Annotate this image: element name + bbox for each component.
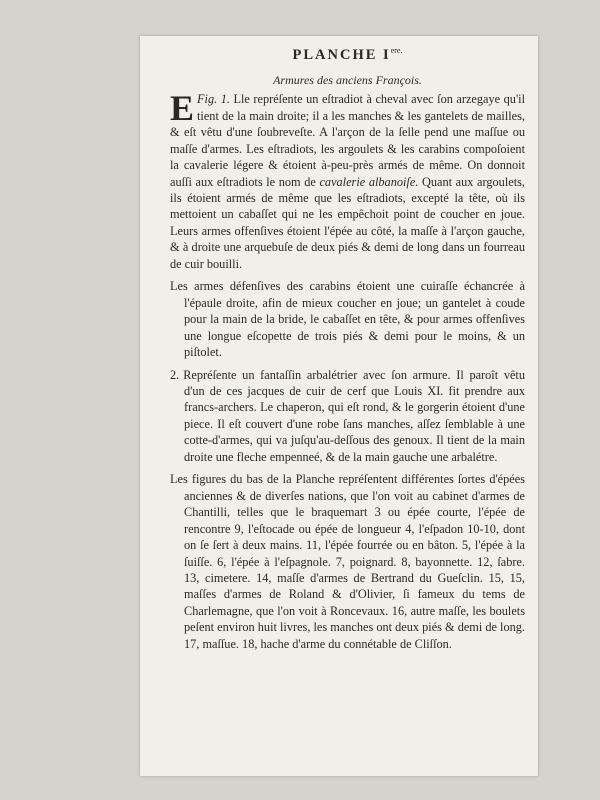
page-content [170, 42, 525, 658]
fig1-italic: cavalerie albanoiſe. [319, 174, 419, 189]
fig1-label: Fig. 1. [197, 92, 230, 107]
page-subtitle: Armures des anciens François. [273, 72, 422, 87]
paragraph-figures-bas: Les figures du bas de la Planche repréſentent différentes ſortes d'épées anciennes & de diverſes nations, que l'on voit au cabinet d'armes de Chantilli, telles que le braquemart 3 ou épée courte, l'épée de rencontre 9, l'eſtocade ou épée de longueur 4, l'eſpadon 10-10, dont on ſe ſert à deux mains. 11, l'épée fourrée ou en bâton. 5, l'épée à la ſuiſſe. 6, l'épée à l'eſpagnole. 7, poignard. 8, bayonnette. 12, ſabre. 13, cimetere. 14, maſſe d'armes de Bertrand du Gueſclin. 15, 15, maſſes d'armes de Roland & d'Olivier, ſi fameux du tems de Charlemagne, que l'on voit à Roncevaux. 16, autre maſſe, les boulets peſent environ huit livres, les manches ont deux piés & demi de long. 17, maſſue. 18, hache d'arme du connétable de Cliſſon. [170, 472, 525, 651]
paragraph-fig2 [170, 367, 525, 466]
drop-cap: E [170, 88, 195, 129]
title-text: PLANCHE I [292, 46, 391, 63]
page-title [170, 42, 525, 64]
fig1-text-a: Lle repréſente un eſtradiot à cheval avec ſon arzegaye qu'il tient de la main droite; il a les manches & les gantelets de mailles, & eſt vêtu d'une ſoubreveſte. A l'arçon de la ſelle pend une maſſue ou maſſe d'armes. Les eſtradiots, les argoulets & les carabins compoſoient la cavalerie légere & étoient à-peu-près armés de même. On donnoit auſſi aux eſtradiots le nom de [170, 92, 525, 189]
paragraph-fig1 [170, 88, 525, 272]
title-superscript: ere. [390, 46, 403, 55]
fig2-text: Repréſente un fantaſſin arbalétrier avec ſon armure. Il paroît vêtu d'un de ces jacques de cuir de cerf que Louis XI. fit prendre aux francs-archers. Le chaperon, qui eſt rond, & le gorgerin étoient d'une piece. Il eſt couvert d'une robe ſans manches, aſſez ſemblable à une cotte-d'armes, qui va juſqu'au-deſſous des genoux. Il tient de la main droite une fleche empenneé, & de la main gauche une arbalétre. [183, 367, 525, 464]
printed-page [140, 36, 538, 776]
fig1-text-b: Quant aux argoulets, ils étoient armés de même que les eſtradiots, excepté la tête, où ils mettoient un cabaſſet qui ne les empêchoit point de coucher en joue. Leurs armes offenſives étoient l'épée au côté, la maſſe à l'arçon gauche, & à droite une arquebuſe de deux piés & demi de long dans un fourreau de cuir bouilli. [170, 174, 525, 271]
fig2-number: 2. [170, 367, 180, 382]
paragraph-carabins: Les armes défenſives des carabins étoient une cuiraſſe échancrée à l'épaule droite, afin de mieux coucher en joue; un gantelet à coude pour la main de la bride, le cabaſſet en tête, & pour armes offenſives une longue eſcopette de trois piés & demi pour le moins, & un piſtolet. [170, 279, 525, 360]
